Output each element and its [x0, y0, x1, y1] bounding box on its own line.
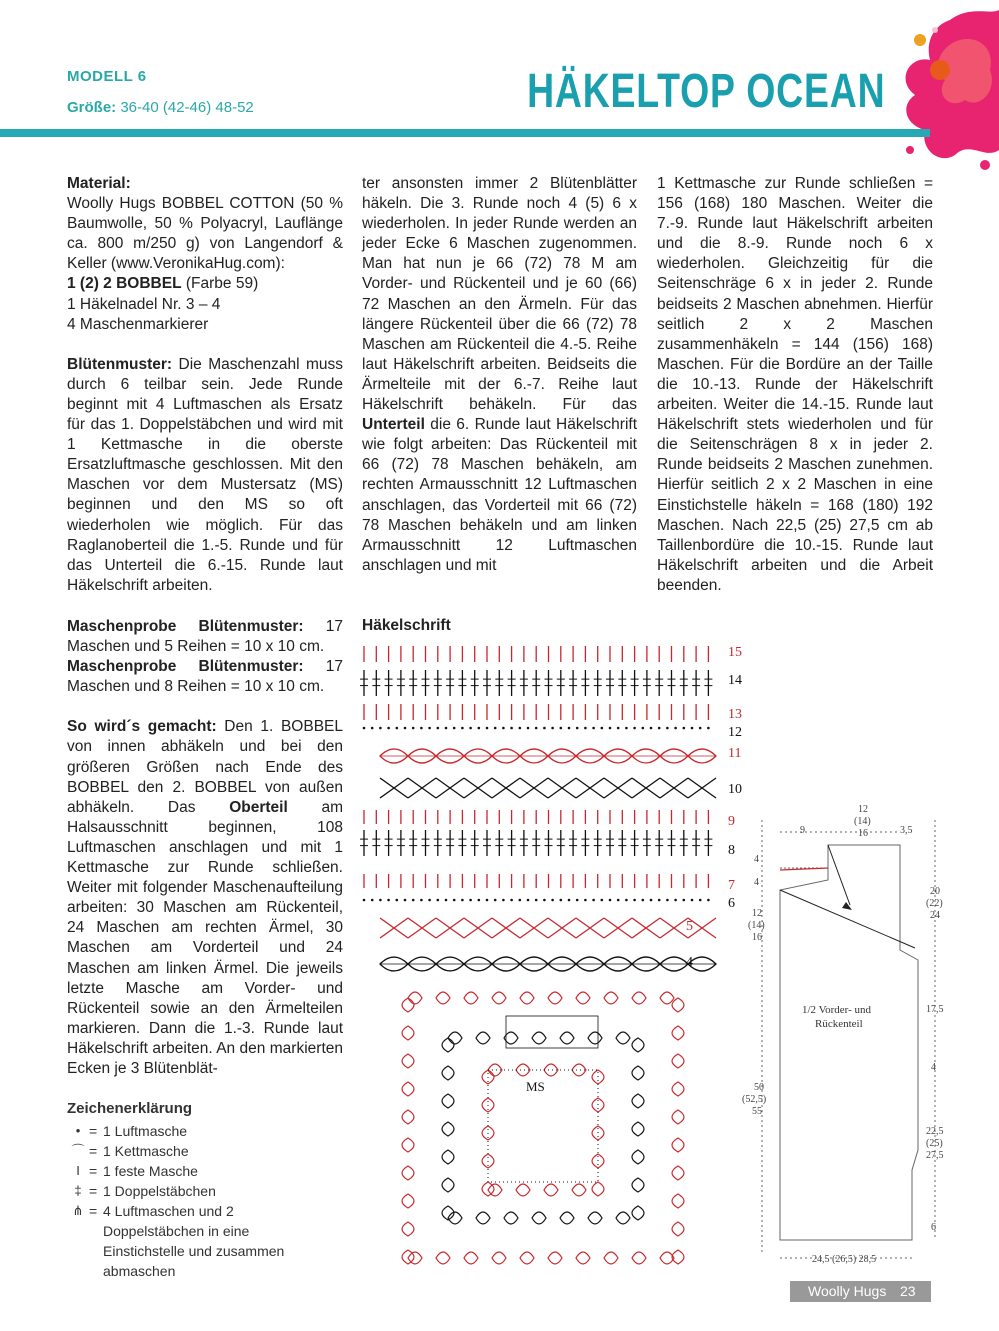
body-label-1: 1/2 Vorder- und — [802, 1004, 872, 1016]
dim-right-4: 4 — [931, 1062, 936, 1073]
probe-2 — [67, 657, 343, 697]
column-1 — [67, 174, 343, 596]
markers-line: 4 Maschenmarkierer — [67, 315, 209, 333]
size-value: 36-40 (42-46) 48-52 — [120, 99, 254, 116]
legend-text: 1 Kettmasche — [103, 1143, 189, 1159]
chart-row-number: 15 — [728, 645, 742, 660]
needle-line: 1 Häkelnadel Nr. 3 – 4 — [67, 295, 221, 313]
chart-row-number: 12 — [728, 725, 742, 740]
column-2-paragraph — [362, 174, 637, 576]
legend-title: Zeichenerklärung — [67, 1100, 193, 1117]
dim-left-top: 9 — [800, 825, 805, 836]
page-footer — [790, 1281, 931, 1302]
bobbel-count: 1 (2) 2 BOBBEL — [67, 275, 182, 293]
dim-arm-2: (14) — [748, 920, 765, 931]
probe-2-heading: Maschenprobe Blütenmuster: — [67, 658, 304, 676]
legend-row: I = 1 feste Masche — [67, 1161, 337, 1181]
page-number: 23 — [900, 1283, 916, 1299]
material-text: Woolly Hugs BOBBEL COTTON (50 % Baumwolle, 50 % Polyacryl, Lauflänge ca. 800 m/250 g) von Langendorf & Keller (www.VeronikaHug.com): — [67, 195, 343, 273]
chart-title: Häkelschrift — [362, 617, 451, 634]
legend-row: ⌒ = 1 Kettmasche — [67, 1141, 337, 1161]
bluete-text: Die Maschenzahl muss durch 6 teilbar sein. Jede Runde beginnt mit 4 Luftmaschen als Ersatz für das 1. Doppelstäbchen und wird mit 1 Kettmasche in die oberste Ersatzluftmasche geschlossen. Mit den Maschen vor dem Mustersatz (MS) beginnen und den MS so oft wiederholen wie möglich. Für das Raglanoberteil die 1.-5. Runde und für das Unterteil die 6.-15. Runde laut Häkelschrift arbeiten. — [67, 355, 343, 594]
probe-1-heading: Maschenprobe Blütenmuster: — [67, 618, 304, 635]
bobbel-color: (Farbe 59) — [181, 275, 259, 293]
chart-row-number: 14 — [728, 673, 742, 688]
ms-label: MS — [526, 1079, 545, 1094]
single-crochet-symbol: I — [76, 1163, 80, 1178]
dim-arm-3: 16 — [752, 932, 762, 943]
model-number: MODELL 6 — [67, 68, 147, 85]
legend-row: ⋔ = 4 Luftmaschen und 2 Doppelstäbchen in eine Einstichstelle und zusammen abmaschen — [67, 1201, 337, 1281]
dim-right-top: 3,5 — [900, 825, 913, 836]
probe-1 — [67, 617, 343, 657]
legend-text: 1 Doppelstäbchen — [103, 1183, 216, 1199]
instructions-text-2: am Halsausschnitt beginnen, 108 Luftmaschen anschlagen und mit 1 Kettmasche zur Runde schließen. Weiter mit folgender Maschenaufteilung arbeiten: 30 Maschen am Rückenteil, 24 Maschen am rechten Ärmel, 30 Maschen am Vorderteil und 24 Maschen am linken Ärmel. Die jeweils letzte Masche am Vorder- und Rückenteil sowie an den Ärmelteilen markieren. Dann die 1.-3. Runde laut Häkelschrift arbeiten. An den markierten Ecken je 3 Blütenblät- — [67, 798, 343, 1077]
chart-row-number: 10 — [728, 782, 742, 797]
dim-length-2: (52,5) — [742, 1094, 767, 1105]
dim-right-175: 17,5 — [926, 1004, 944, 1015]
bluete-paragraph — [67, 355, 343, 596]
size-label: Größe: — [67, 99, 117, 116]
dim-left-4b: 4 — [754, 877, 759, 888]
chart-row-number: 11 — [728, 746, 742, 761]
slip-stitch-symbol: ⌒ — [71, 1143, 85, 1158]
paint-splash-decoration — [890, 0, 999, 175]
size-line — [67, 99, 254, 116]
chart-row-number: 7 — [728, 878, 735, 893]
footer-brand: Woolly Hugs — [808, 1283, 887, 1299]
treble-crochet-symbol: ‡ — [74, 1183, 82, 1198]
chart-row-number: 9 — [728, 814, 735, 829]
material-heading: Material: — [67, 175, 131, 192]
instructions-heading: So wird´s gemacht: — [67, 718, 217, 736]
probe-2-text: 17 Maschen und 8 Reihen = 10 x 10 cm. — [67, 658, 343, 696]
legend-text: 4 Luftmaschen und 2 Doppelstäbchen in eine Einstichstelle und zusammen abmaschen — [103, 1203, 285, 1279]
cluster-symbol: ⋔ — [72, 1203, 84, 1218]
dim-right-225a: 22,5 — [926, 1126, 944, 1137]
column-2-text-2: die 6. Runde laut Häkelschrift wie folgt arbeiten: Das Rückenteil mit 66 (72) 78 Maschen behäkeln, am rechten Armausschnitt 12 Luftmaschen anschlagen, das Vorderteil mit 66 (72) 78 Maschen behäkeln und am linken Armausschnitt 12 Luftmaschen anschlagen und mit — [362, 416, 637, 574]
dim-arm-1: 12 — [752, 908, 762, 919]
chart-row-number: 4 — [686, 955, 693, 970]
legend-text: 1 Luftmasche — [103, 1123, 188, 1139]
bluete-heading: Blütenmuster: — [67, 355, 173, 373]
chart-row-number: 8 — [728, 843, 735, 858]
column-2-text-1: ter ansonsten immer 2 Blütenblätter häkeln. Die 3. Runde noch 4 (5) 6 x wiederholen. In jeder Runde werden an jeder Ecke 6 Maschen zugenommen. Man hat nun je 66 (72) 78 M am Vorder- und Rückenteil und je 60 (66) 72 Maschen an den Ärmeln. Für das längere Rückenteil über die 66 (72) 78 Maschen am Rückenteil die 4.-5. Reihe laut Häkelschrift arbeiten. Beidseits die Ärmelteile mit der 6.-7. Reihe laut Häkelschrift behäkeln. Für das — [362, 175, 637, 414]
instructions-text-1: Den 1. BOBBEL von innen abhäkeln und bei den größeren Größen nach Ende des BOBBEL den 2. BOBBEL von außen abhäkeln. Das — [67, 718, 343, 816]
dim-right-225c: 27,5 — [926, 1150, 944, 1161]
dim-right-225b: (25) — [926, 1138, 943, 1149]
chart-row-number: 6 — [728, 896, 735, 911]
chain-stitch-symbol: • — [75, 1123, 81, 1138]
page-title: HÄKELTOP OCEAN — [526, 65, 885, 118]
chart-row-number: 5 — [686, 919, 693, 934]
column-2 — [362, 174, 637, 576]
dim-left-4a: 4 — [754, 854, 759, 865]
garment-schematic — [740, 800, 990, 1270]
dim-right-arm-3: 24 — [930, 910, 940, 921]
dim-top-2: (14) — [854, 816, 871, 827]
dim-right-arm-2: (22) — [926, 898, 943, 909]
bobbel-line — [67, 274, 343, 294]
unterteil-term: Unterteil — [362, 416, 425, 434]
dim-length-1: 50 — [754, 1082, 764, 1093]
crochet-chart — [358, 638, 748, 1278]
legend-row: ‡ = 1 Doppelstäbchen — [67, 1181, 337, 1201]
header-rule — [0, 129, 930, 137]
dim-top-1: 12 — [858, 804, 868, 815]
dim-bottom: 24,5 (26,5) 28,5 — [812, 1254, 877, 1265]
dim-length-3: 55 — [752, 1106, 762, 1117]
column-1-lower — [67, 617, 343, 1079]
oberteil-term: Oberteil — [229, 798, 288, 816]
dim-top-3: 16 — [858, 828, 868, 839]
chart-row-number: 13 — [728, 707, 742, 722]
column-3-text: 1 Kettmasche zur Runde schließen = 156 (168) 180 Maschen. Weiter die 7.-9. Runde laut Häkelschrift arbeiten und die 8.-9. Runde noch 6 x wiederholen. Gleichzeitig für die Seitenschräge 6 x in jeder 2. Runde beidseits 2 Maschen abnehmen. Hierfür seitlich 2 x 2 Maschen zusammenhäkeln = 144 (156) 168) Maschen. Für die Bordüre an der Taille die 10.-13. Runde der Häkelschrift arbeiten. Weiter die 14.-15. Runde laut Häkelschrift stets wiederholen und für die Seitenschrägen 8 x in jeder 2. Runde beidseits 2 Maschen zunehmen. Hierfür seitlich 2 x 2 Maschen in eine Einstichstelle häkeln = 168 (180) 192 Maschen. Nach 22,5 (25) 27,5 cm ab Taillenbordüre die 10.-15. Runde laut Häkelschrift arbeiten und die Arbeit beenden. — [657, 175, 933, 594]
probe-1-text: 17 Maschen und 5 Reihen = 10 x 10 cm. — [67, 618, 343, 656]
instructions-paragraph — [67, 717, 343, 1079]
dim-right-6: 6 — [931, 1222, 936, 1233]
dim-right-arm-1: 20 — [930, 886, 940, 897]
body-label-2: Rückenteil — [815, 1018, 863, 1030]
symbol-legend — [67, 1100, 337, 1281]
legend-text: 1 feste Masche — [103, 1163, 198, 1179]
legend-row: • = 1 Luftmasche — [67, 1121, 337, 1141]
column-3 — [657, 174, 933, 596]
